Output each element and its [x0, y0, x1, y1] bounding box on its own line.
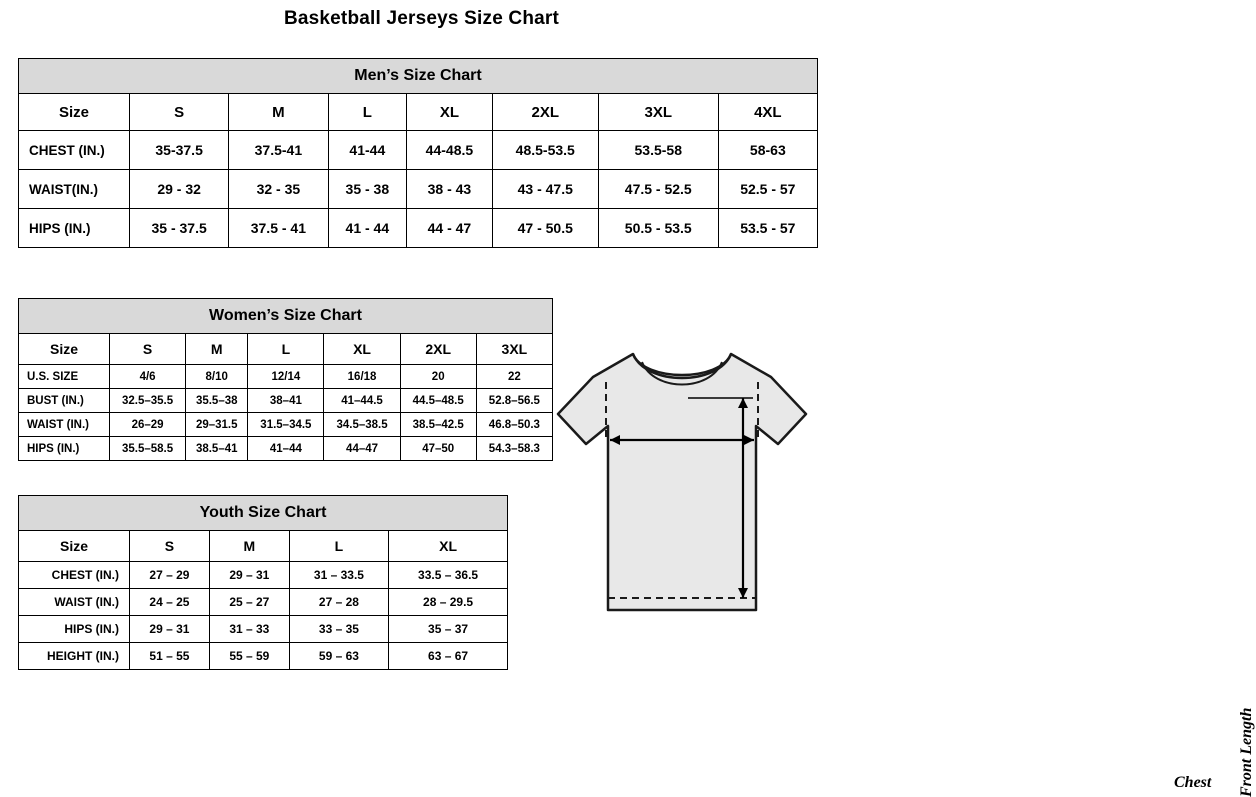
cell-waist-m: 29–31.5 [186, 413, 248, 437]
cell-hips-s: 35 - 37.5 [130, 209, 229, 248]
column-header-s: S [130, 94, 229, 131]
row-label-chest: CHEST (IN.) [19, 131, 130, 170]
front-length-measure-label: Front Length [1238, 707, 1255, 797]
column-header-4xl: 4XL [718, 94, 817, 131]
column-header-xl: XL [407, 94, 493, 131]
cell-waist-3xl: 46.8–50.3 [476, 413, 552, 437]
row-label-waist: WAIST (IN.) [19, 413, 110, 437]
cell-waist-s: 24 – 25 [130, 589, 210, 616]
cell-waist-s: 26–29 [110, 413, 186, 437]
table-row [19, 562, 508, 589]
column-header-size: Size [19, 334, 110, 365]
column-header-m: M [186, 334, 248, 365]
cell-waist-xl: 28 – 29.5 [389, 589, 508, 616]
table-header-row [19, 94, 818, 131]
column-header-m: M [209, 531, 289, 562]
cell-bust-3xl: 52.8–56.5 [476, 389, 552, 413]
cell-bust-2xl: 44.5–48.5 [400, 389, 476, 413]
cell-hips-m: 31 – 33 [209, 616, 289, 643]
table-banner-row [19, 496, 508, 531]
table-banner-row [19, 59, 818, 94]
cell-waist-m: 32 - 35 [229, 170, 328, 209]
cell-height-l: 59 – 63 [289, 643, 388, 670]
cell-hips-2xl: 47–50 [400, 437, 476, 461]
cell-ussize-s: 4/6 [110, 365, 186, 389]
table-row [19, 209, 818, 248]
table-row [19, 389, 553, 413]
column-header-3xl: 3XL [476, 334, 552, 365]
cell-chest-s: 35-37.5 [130, 131, 229, 170]
chest-measure-label: Chest [1174, 774, 1212, 791]
column-header-2xl: 2XL [400, 334, 476, 365]
cell-waist-xl: 38 - 43 [407, 170, 493, 209]
cell-hips-3xl: 50.5 - 53.5 [598, 209, 718, 248]
row-label-chest: CHEST (IN.) [19, 562, 130, 589]
table-row [19, 643, 508, 670]
table-header-row [19, 531, 508, 562]
cell-ussize-2xl: 20 [400, 365, 476, 389]
cell-ussize-xl: 16/18 [324, 365, 400, 389]
table-row [19, 365, 553, 389]
row-label-hips: HIPS (IN.) [19, 616, 130, 643]
cell-bust-l: 38–41 [248, 389, 324, 413]
table-row [19, 413, 553, 437]
column-header-xl: XL [324, 334, 400, 365]
cell-chest-m: 29 – 31 [209, 562, 289, 589]
cell-hips-xl: 35 – 37 [389, 616, 508, 643]
table-row [19, 589, 508, 616]
cell-chest-xl: 33.5 – 36.5 [389, 562, 508, 589]
column-header-s: S [130, 531, 210, 562]
cell-hips-l: 41–44 [248, 437, 324, 461]
cell-ussize-3xl: 22 [476, 365, 552, 389]
column-header-3xl: 3XL [598, 94, 718, 131]
table-header-row [19, 334, 553, 365]
cell-hips-s: 29 – 31 [130, 616, 210, 643]
page-title: Basketball Jerseys Size Chart [283, 8, 560, 29]
cell-hips-s: 35.5–58.5 [110, 437, 186, 461]
cell-waist-s: 29 - 32 [130, 170, 229, 209]
cell-bust-m: 35.5–38 [186, 389, 248, 413]
column-header-size: Size [19, 531, 130, 562]
cell-hips-xl: 44–47 [324, 437, 400, 461]
cell-waist-l: 31.5–34.5 [248, 413, 324, 437]
cell-hips-m: 38.5–41 [186, 437, 248, 461]
cell-chest-2xl: 48.5-53.5 [492, 131, 598, 170]
cell-bust-s: 32.5–35.5 [110, 389, 186, 413]
table-row [19, 616, 508, 643]
cell-waist-3xl: 47.5 - 52.5 [598, 170, 718, 209]
cell-hips-2xl: 47 - 50.5 [492, 209, 598, 248]
row-label-us-size: U.S. SIZE [19, 365, 110, 389]
cell-waist-l: 35 - 38 [328, 170, 407, 209]
cell-chest-l: 41-44 [328, 131, 407, 170]
table-banner-row [19, 299, 553, 334]
column-header-xl: XL [389, 531, 508, 562]
row-label-bust: BUST (IN.) [19, 389, 110, 413]
column-header-m: M [229, 94, 328, 131]
mens-chart-title: Men’s Size Chart [19, 59, 818, 94]
cell-waist-l: 27 – 28 [289, 589, 388, 616]
cell-chest-m: 37.5-41 [229, 131, 328, 170]
cell-bust-xl: 41–44.5 [324, 389, 400, 413]
cell-height-s: 51 – 55 [130, 643, 210, 670]
row-label-height: HEIGHT (IN.) [19, 643, 130, 670]
cell-hips-l: 41 - 44 [328, 209, 407, 248]
cell-waist-2xl: 43 - 47.5 [492, 170, 598, 209]
column-header-l: L [248, 334, 324, 365]
cell-chest-s: 27 – 29 [130, 562, 210, 589]
cell-waist-xl: 34.5–38.5 [324, 413, 400, 437]
cell-hips-m: 37.5 - 41 [229, 209, 328, 248]
cell-height-m: 55 – 59 [209, 643, 289, 670]
cell-hips-xl: 44 - 47 [407, 209, 493, 248]
table-row [19, 131, 818, 170]
cell-hips-l: 33 – 35 [289, 616, 388, 643]
cell-ussize-m: 8/10 [186, 365, 248, 389]
row-label-waist: WAIST (IN.) [19, 589, 130, 616]
youth-chart-title: Youth Size Chart [19, 496, 508, 531]
table-row [19, 170, 818, 209]
cell-chest-xl: 44-48.5 [407, 131, 493, 170]
cell-hips-3xl: 54.3–58.3 [476, 437, 552, 461]
cell-hips-4xl: 53.5 - 57 [718, 209, 817, 248]
cell-waist-2xl: 38.5–42.5 [400, 413, 476, 437]
tshirt-icon [538, 342, 833, 662]
cell-waist-m: 25 – 27 [209, 589, 289, 616]
row-label-hips: HIPS (IN.) [19, 209, 130, 248]
column-header-l: L [289, 531, 388, 562]
column-header-s: S [110, 334, 186, 365]
column-header-2xl: 2XL [492, 94, 598, 131]
cell-ussize-l: 12/14 [248, 365, 324, 389]
row-label-hips: HIPS (IN.) [19, 437, 110, 461]
table-row [19, 437, 553, 461]
mens-size-chart-table [18, 58, 818, 248]
cell-chest-3xl: 53.5-58 [598, 131, 718, 170]
column-header-size: Size [19, 94, 130, 131]
cell-chest-4xl: 58-63 [718, 131, 817, 170]
cell-waist-4xl: 52.5 - 57 [718, 170, 817, 209]
row-label-waist: WAIST(IN.) [19, 170, 130, 209]
womens-chart-title: Women’s Size Chart [19, 299, 553, 334]
cell-chest-l: 31 – 33.5 [289, 562, 388, 589]
youth-size-chart-table [18, 495, 508, 670]
shirt-measurement-diagram [538, 342, 1255, 797]
cell-height-xl: 63 – 67 [389, 643, 508, 670]
column-header-l: L [328, 94, 407, 131]
womens-size-chart-table [18, 298, 553, 461]
